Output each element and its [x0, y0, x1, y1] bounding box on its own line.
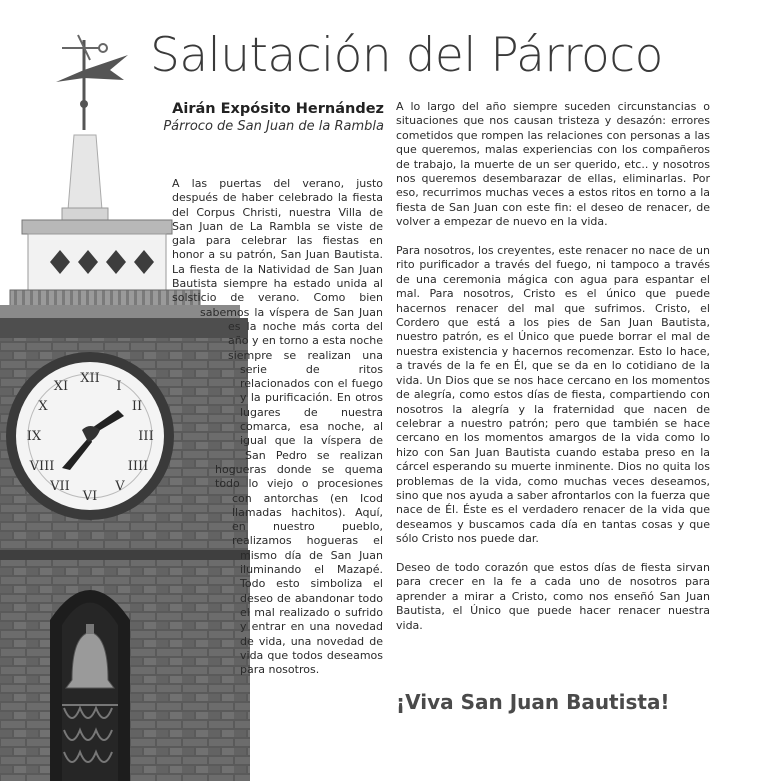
svg-text:II: II: [131, 399, 143, 414]
svg-text:IIII: IIII: [127, 459, 149, 474]
author-block: [100, 100, 384, 136]
paragraph: Para nosotros, los creyentes, este renacer no nace de un rito purificador a través del fuego, ni tampoco a través de una ceremonia mágica con agua para espantar el mal. Para nosotros, Cristo es el único que puede hacernos renacer del mal que sufrimos. Cristo, el Cordero que está a los pies de San Juan Bautista, nuestro patrón, es el Único que puede borrar el mal de nuestra existencia y hacernos recomenzar. Esto lo hace, a través de la fe en Él, que se da en lo cotidiano de la vida. Un Dios que se nos hace cercano en los momentos de alegría, como estos días de fiesta, compartiendo con nosotros la alegría y la fraternidad que nacen de celebrar a nuestro patrón; pero que también se hace cercano en los momentos amargos de la vida como lo hizo con San Juan Bautista cuando estaba preso en la cárcel esperando su muerte inminente. Dios no quita los problemas de la vida, como muchas veces deseamos, sino que nos ayuda a saber afrontarlos con la fuerza que nace de Él. Éste es el verdadero renacer de la vida que deseamos y buscamos cada día en tantas cosas y que sólo Cristo nos puede dar.: [396, 244, 710, 546]
left-paragraph: A las puertas del verano, justo después de haber celebrado la fiesta del Corpus Christi, nuestra Villa de San Juan de La Rambla se viste de gala para celebrar las fiestas en honor a su patrón, San Juan Bautista. La fiesta de la Natividad de San Juan Bautista siempre ha estado unida al solsticio de verano. Como bien sabemos la víspera de San Juan es la noche más corta del año y en torno a esta noche siempre se realizan una serie de ritos relacionados con el fuego y la purificación. En otros lugares de nuestra comarca, esa noche, al igual que la víspera de San Pedro se realizan hogueras donde se quema todo lo viejo o procesiones con antorchas (en Icod llamadas hachitos). Aquí, en nuestro pueblo, realizamos hogueras el mismo día de San Juan iluminando el Mazapé. Todo esto simboliza el deseo de abandonar todo el mal realizado o sufrido y entrar en una novedad de vida, una novedad de vida que todos deseamos para nosotros.: [172, 177, 383, 677]
svg-text:III: III: [138, 429, 154, 444]
svg-text:IX: IX: [26, 429, 42, 444]
paragraph: A lo largo del año siempre suceden circunstancias o situaciones que nos causan tristeza y desazón: errores cometidos que rompen las relaciones con personas a las que queremos, malas experiencias con los compañeros de trabajo, la muerte de un ser querido, etc.. y nosotros nos queremos desembarazar de ellas, eliminarlas. Por eso, recurrimos muchas veces a estos ritos en torno a la fiesta de San Juan con este fin: el deseo de renacer, de volver a empezar de nuevo en la vida.: [396, 100, 710, 229]
svg-text:X: X: [38, 399, 48, 414]
closing-exclamation: ¡Viva San Juan Bautista!: [396, 690, 670, 714]
svg-text:VI: VI: [82, 489, 98, 504]
svg-text:XI: XI: [53, 379, 69, 394]
svg-text:I: I: [116, 379, 122, 394]
author-name: Airán Expósito Hernández: [172, 101, 384, 117]
svg-text:VII: VII: [50, 479, 70, 494]
right-column: [396, 100, 710, 647]
author-role: Párroco de San Juan de la Rambla: [163, 119, 384, 134]
svg-text:XII: XII: [80, 371, 100, 386]
svg-text:VIII: VIII: [29, 459, 55, 474]
paragraph: Deseo de todo corazón que estos días de fiesta sirvan para crecer en la fe a cada uno de nosotros para aprender a mirar a Cristo, como nos enseñó San Juan Bautista, el Único que puede hacer renacer nuestra vida.: [396, 560, 710, 632]
svg-text:V: V: [115, 479, 125, 494]
page-title: Salutación del Párroco: [150, 28, 663, 83]
left-column-text: [0, 177, 383, 737]
